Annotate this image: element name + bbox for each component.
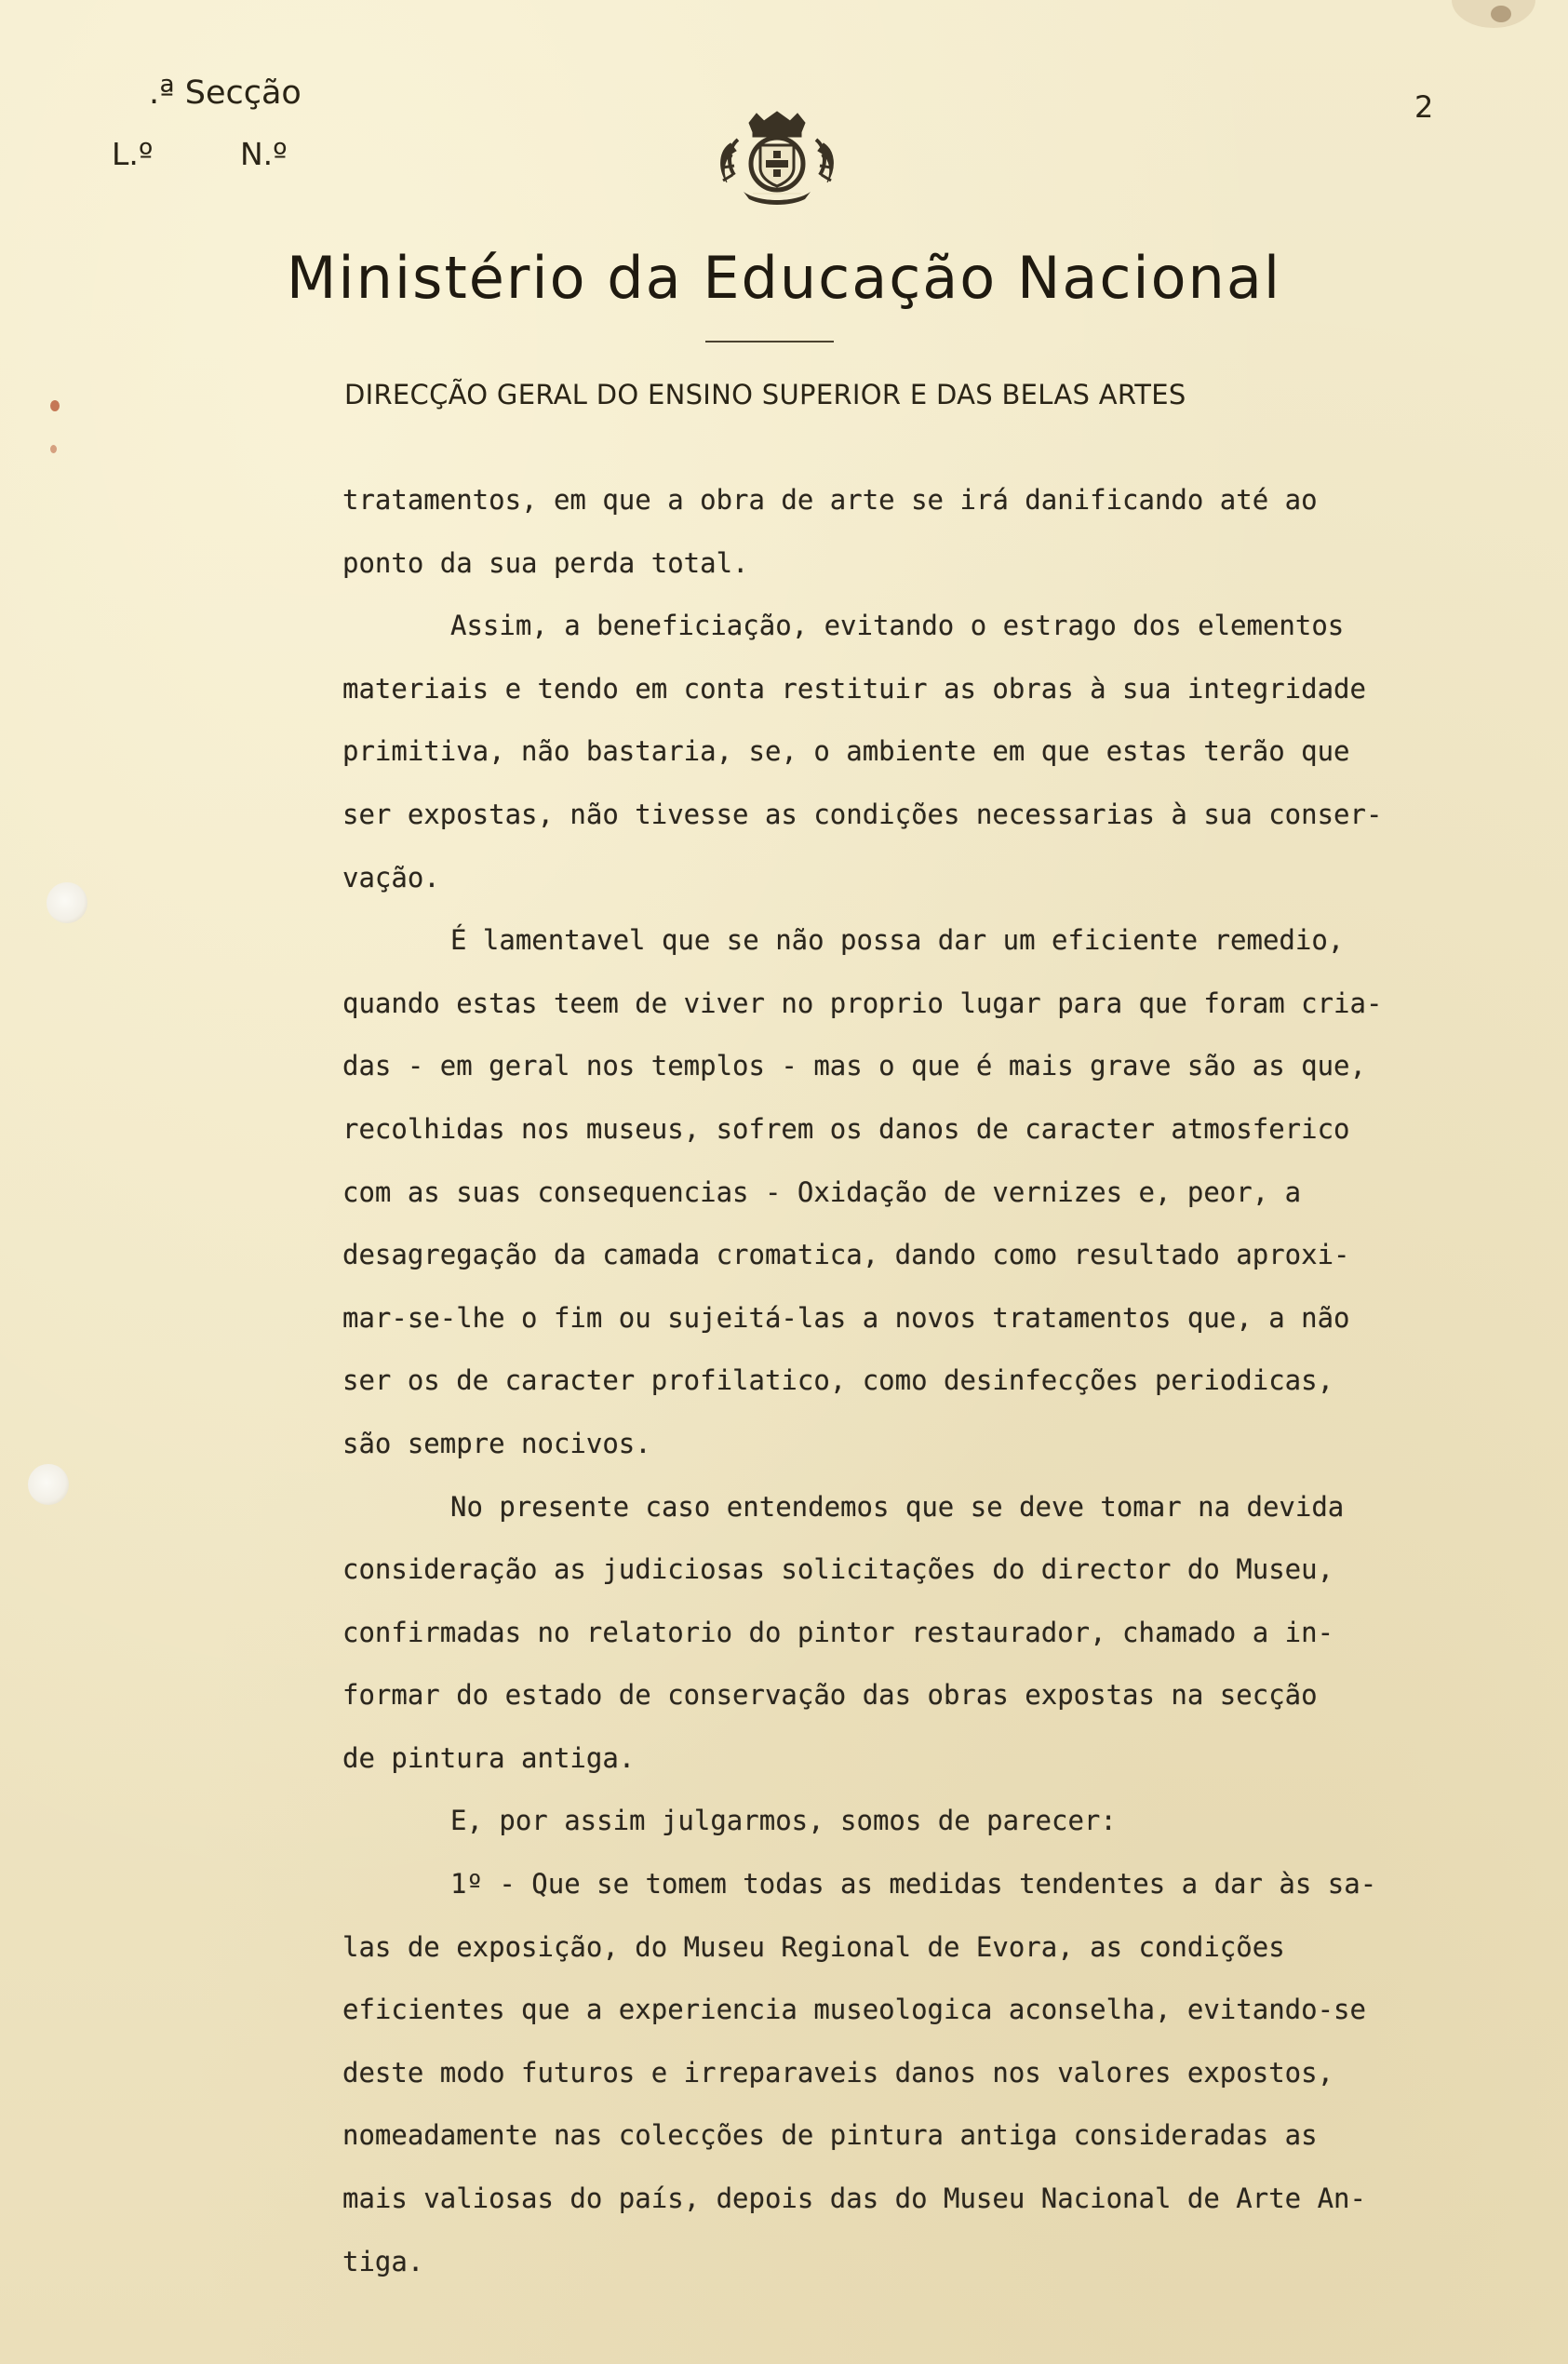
rust-spot [1491, 6, 1511, 22]
text-line: las de exposição, do Museu Regional de Evora, as condições [342, 1930, 1285, 1963]
text-line: mais valiosas do país, depois das do Museu Nacional de Arte An- [342, 2183, 1366, 2215]
department-subtitle: DIRECÇÃO GERAL DO ENSINO SUPERIOR E DAS BELAS ARTES [344, 379, 1186, 410]
text-line: ponto da sua perda total. [342, 546, 749, 579]
text-line: ser os de caracter profilatico, como desinfecções periodicas, [342, 1364, 1334, 1397]
text-line: são sempre nocivos. [342, 1427, 651, 1459]
seccao-label: .ª Secção [149, 74, 302, 112]
letter-body [342, 469, 1510, 2293]
text-line: das - em geral nos templos - mas o que é mais grave são as que, [342, 1050, 1366, 1082]
punch-hole [28, 1464, 69, 1505]
text-line: Assim, a beneficiação, evitando o estrago dos elementos [450, 610, 1345, 642]
text-line: É lamentavel que se não possa dar um eficiente remedio, [450, 924, 1345, 957]
text-line: deste modo futuros e irreparaveis danos nos valores expostos, [342, 2056, 1334, 2089]
text-line: confirmadas no relatorio do pintor restaurador, chamado a in- [342, 1616, 1334, 1648]
text-line: recolhidas nos museus, sofrem os danos de caracter atmosferico [342, 1112, 1350, 1145]
rust-spot [50, 445, 57, 453]
text-line: quando estas teem de viver no proprio lugar para que foram cria- [342, 987, 1383, 1019]
text-line: No presente caso entendemos que se deve tomar na devida [450, 1490, 1345, 1523]
text-line: desagregação da camada cromatica, dando como resultado aproxi- [342, 1239, 1350, 1271]
text-line: materiais e tendo em conta restituir as obras à sua integridade [342, 672, 1366, 705]
punch-hole [47, 882, 87, 923]
text-line: formar do estado de conservação das obras expostas na secção [342, 1679, 1318, 1712]
text-line: eficientes que a experiencia museologica aconselha, evitando-se [342, 1994, 1366, 2026]
title-divider [705, 341, 834, 343]
livro-label: L.º [112, 136, 154, 172]
coat-of-arms-icon [712, 110, 842, 210]
text-line: 1º - Que se tomem todas as medidas tendentes a dar às sa- [450, 1868, 1377, 1901]
page-number: 2 [1414, 89, 1434, 125]
text-line: ser expostas, não tivesse as condições necessarias à sua conser- [342, 798, 1383, 830]
text-line: mar-se-lhe o fim ou sujeitá-las a novos tratamentos que, a não [342, 1301, 1350, 1334]
rust-spot [50, 400, 60, 411]
text-line: de pintura antiga. [342, 1741, 636, 1774]
text-line: tratamentos, em que a obra de arte se irá danificando até ao [342, 484, 1318, 516]
text-line: com as suas consequencias - Oxidação de vernizes e, peor, a [342, 1175, 1302, 1208]
text-line: consideração as judiciosas solicitações do director do Museu, [342, 1553, 1334, 1586]
ministry-title: Ministério da Educação Nacional [286, 244, 1282, 312]
text-line: tiga. [342, 2245, 424, 2277]
text-line: nomeadamente nas colecções de pintura antiga consideradas as [342, 2119, 1318, 2152]
numero-label: N.º [240, 136, 288, 172]
text-line: primitiva, não bastaria, se, o ambiente em que estas terão que [342, 735, 1350, 768]
text-line: vação. [342, 861, 440, 893]
text-line: E, por assim julgarmos, somos de parecer: [450, 1805, 1117, 1837]
